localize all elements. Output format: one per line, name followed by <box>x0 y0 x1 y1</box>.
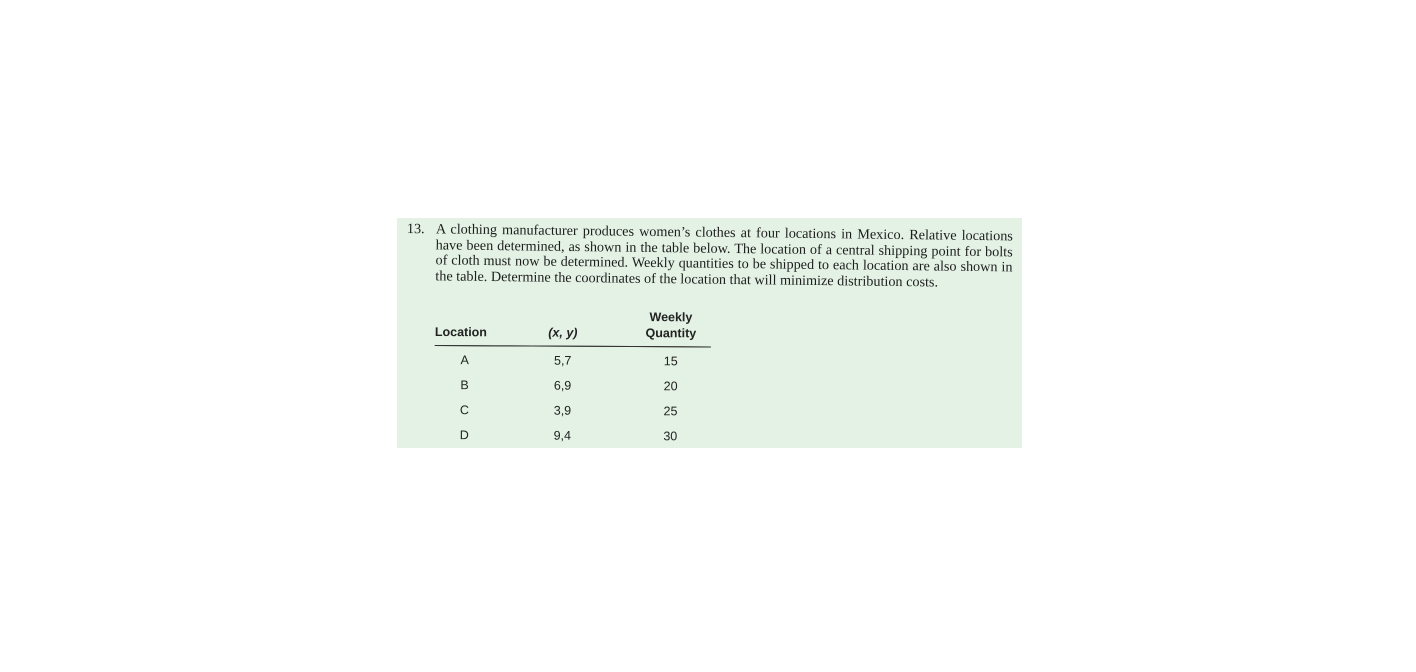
problem-card <box>397 218 1022 448</box>
problem-text: A clothing manufacturer produces women’s clothes at four locations in Mexico. Relative locations have been determined, as shown in the table below. The location of a central shipping point for bolts of cloth must now be determined. Weekly quantities to be shipped to each location are also shown in the table. Determine the coordinates of the location that will minimize distribution costs. <box>435 221 1013 291</box>
cell-location: B <box>460 378 469 393</box>
table-row <box>435 373 711 399</box>
locations-table <box>434 308 711 449</box>
cell-location: D <box>459 428 469 443</box>
header-quantity-label: Quantity <box>645 326 697 341</box>
cell-coordinates: 9,4 <box>553 428 572 443</box>
table-row <box>435 345 711 374</box>
cell-location: C <box>459 403 470 418</box>
cell-coordinates: 3,9 <box>553 403 572 418</box>
cell-location: A <box>460 353 469 368</box>
cell-quantity: 30 <box>663 429 678 444</box>
cell-coordinates: 5,7 <box>553 353 572 368</box>
cell-quantity: 15 <box>663 354 678 369</box>
header-location: Location <box>435 308 495 346</box>
cell-coordinates: 6,9 <box>553 378 572 393</box>
cell-quantity: 20 <box>663 379 678 394</box>
table-row <box>434 423 710 449</box>
header-weekly-quantity <box>631 309 711 347</box>
header-weekly-label: Weekly <box>649 310 693 325</box>
table-header-row <box>435 308 711 347</box>
problem-number: 13. <box>406 221 425 238</box>
cell-quantity: 25 <box>663 404 678 419</box>
header-coordinates: (x, y) <box>495 308 631 346</box>
problem-statement <box>406 222 1013 292</box>
table-row <box>434 398 710 424</box>
